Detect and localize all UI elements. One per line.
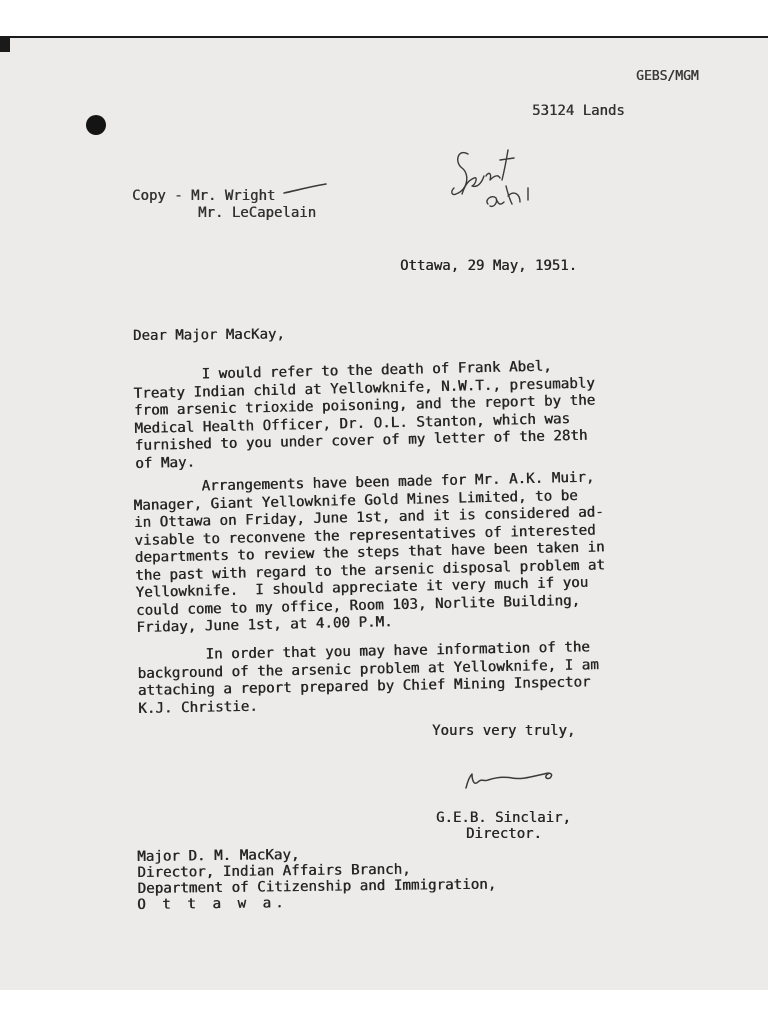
signer-title: Director. bbox=[466, 826, 542, 842]
file-number: 53124 Lands bbox=[532, 103, 625, 119]
punch-hole bbox=[86, 115, 106, 135]
body-paragraph-3: In order that you may have information of the background of the arsenic problem at Yellowknife, I am attaching a report prepared by Chief Mining Inspector K.J. Christie. bbox=[137, 639, 599, 717]
addressee-city: O t t a w a. bbox=[137, 895, 288, 913]
signature bbox=[462, 768, 558, 792]
signer-name: G.E.B. Sinclair, bbox=[436, 810, 571, 826]
addressee-block: Major D. M. MacKay, Director, Indian Affairs Branch, Department of Citizenship and Immigration, bbox=[137, 847, 497, 897]
body-paragraph-2: Arrangements have been made for Mr. A.K. Muir, Manager, Giant Yellowknife Gold Mines Limited, to be in Ottawa on Friday, June 1st, and it is considered ad- visable to reconvene the representatives of interested departments to review the steps that have been taken in the past with regard to the arsenic disposal problem at Yellowknife. I should appreciate it very much if you could come to my office, Room 103, Norlite Building, Friday, June 1st, at 4.00 P.M. bbox=[133, 469, 606, 636]
handwritten-note bbox=[448, 142, 548, 222]
reference-code: GEBS/MGM bbox=[636, 69, 699, 84]
body-paragraph-1: I would refer to the death of Frank Abel, Treaty Indian child at Yellowknife, N.W.T., presumably from arsenic trioxide poisoning, and the report by the Medical Health Officer, Dr. O.L. Stanton, which was furnished to you under cover of my letter of the 28th of May. bbox=[133, 358, 596, 472]
check-mark-wright bbox=[282, 182, 328, 196]
scan-edge-mark bbox=[0, 36, 10, 52]
salutation: Dear Major MacKay, bbox=[132, 326, 285, 344]
copy-to-line-2: Mr. LeCapelain bbox=[198, 205, 317, 221]
closing: Yours very truly, bbox=[432, 723, 576, 739]
copy-to-line: Copy - Mr. Wright bbox=[132, 188, 276, 204]
letter-date: Ottawa, 29 May, 1951. bbox=[400, 258, 578, 274]
